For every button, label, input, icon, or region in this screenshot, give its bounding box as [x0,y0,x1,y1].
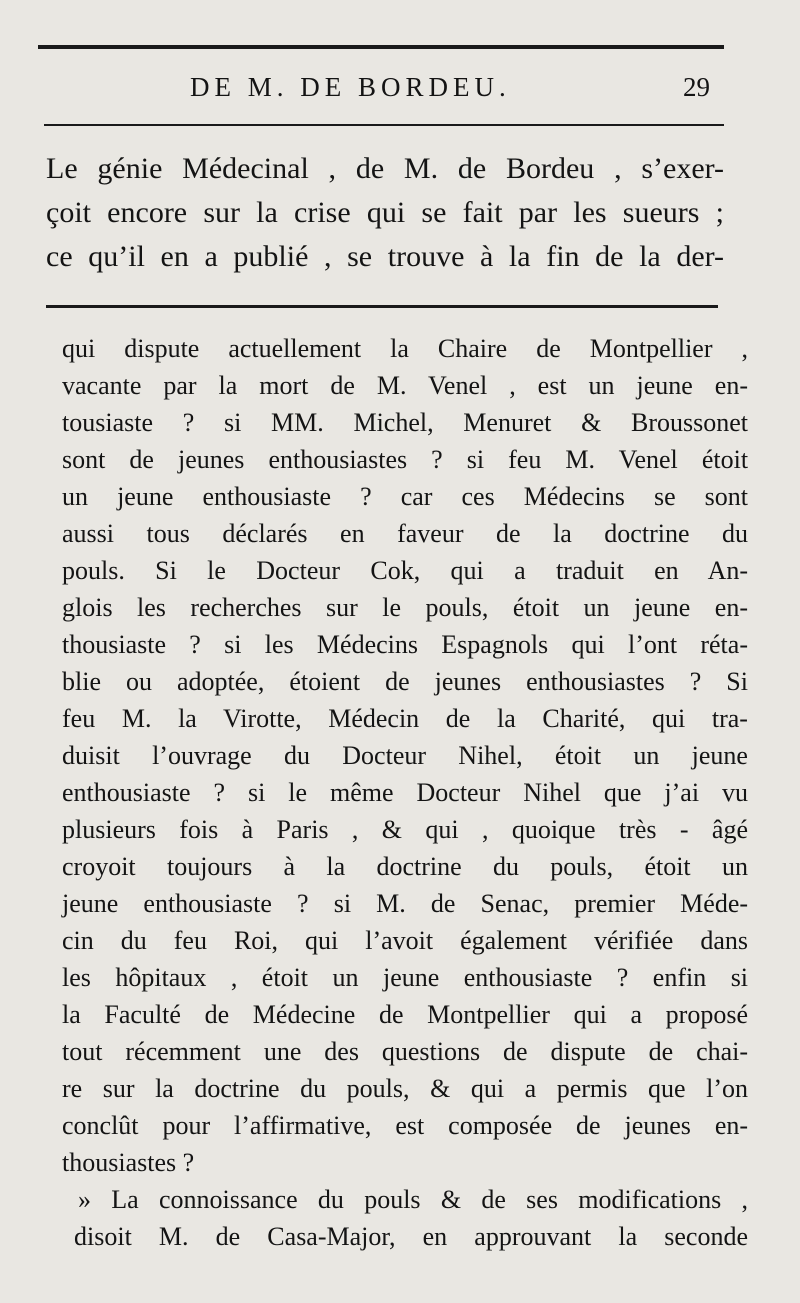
main-text-line: Le génie Médecinal , de M. de Bordeu , s’exer- [46,152,725,185]
footnote-line: blie ou adoptée, étoient de jeunes enthousiastes ? Si [62,667,748,696]
footnote-line: qui dispute actuellement la Chaire de Montpellier , [62,334,749,363]
top-rule [38,45,724,49]
footnote-line: plusieurs fois à Paris , & qui , quoique très - âgé [62,815,748,844]
running-title: DE M. DE BORDEU. [190,72,511,102]
main-text-line: ce qu’il en a publié , se trouve à la fin de la der- [46,240,725,273]
footnote-line: duisit l’ouvrage du Docteur Nihel, étoit un jeune [62,741,748,770]
footnote-line: sont de jeunes enthousiastes ? si feu M. Venel étoit [62,445,749,474]
footnote-line: aussi tous déclarés en faveur de la doctrine du [62,519,749,548]
footnote-line: pouls. Si le Docteur Cok, qui a traduit en An- [62,556,749,585]
footnote-line: la Faculté de Médecine de Montpellier qui a proposé [62,1000,748,1029]
header-rule [44,124,724,126]
page-number: 29 [683,72,710,102]
footnote-line: conclût pour l’affirmative, est composée de jeunes en- [62,1111,749,1140]
footnote-line: enthousiaste ? si le même Docteur Nihel que j’ai vu [62,778,749,807]
footnote-line: glois les recherches sur le pouls, étoit un jeune en- [62,593,748,622]
main-text-line: çoit encore sur la crise qui se fait par les sueurs ; [46,196,724,229]
footnote-line: cin du feu Roi, qui l’avoit également vérifiée dans [62,926,748,955]
footnote-line: feu M. la Virotte, Médecin de la Charité, qui tra- [62,704,748,733]
footnote-line: un jeune enthousiaste ? car ces Médecins se sont [62,482,749,511]
running-header [190,72,710,108]
footnote-line: jeune enthousiaste ? si M. de Senac, premier Méde- [62,889,749,918]
footnote-line: tout récemment une des questions de dispute de chai- [62,1037,749,1066]
footnote-line: disoit M. de Casa-Major, en approuvant la seconde [74,1222,748,1251]
footnote-line: thousiaste ? si les Médecins Espagnols qui l’ont réta- [62,630,748,659]
footnote-line: » La connoissance du pouls & de ses modifications , [78,1185,749,1214]
footnote-line: croyoit toujours à la doctrine du pouls, étoit un [62,852,748,881]
footnote-separator [46,305,718,308]
footnote-line: re sur la doctrine du pouls, & qui a permis que l’on [62,1074,748,1103]
footnote-line: tousiaste ? si MM. Michel, Menuret & Broussonet [62,408,749,437]
footnote-line: thousiastes ? [62,1148,195,1177]
footnote-line: vacante par la mort de M. Venel , est un jeune en- [62,371,749,400]
footnote-line: les hôpitaux , étoit un jeune enthousiaste ? enfin si [62,963,749,992]
